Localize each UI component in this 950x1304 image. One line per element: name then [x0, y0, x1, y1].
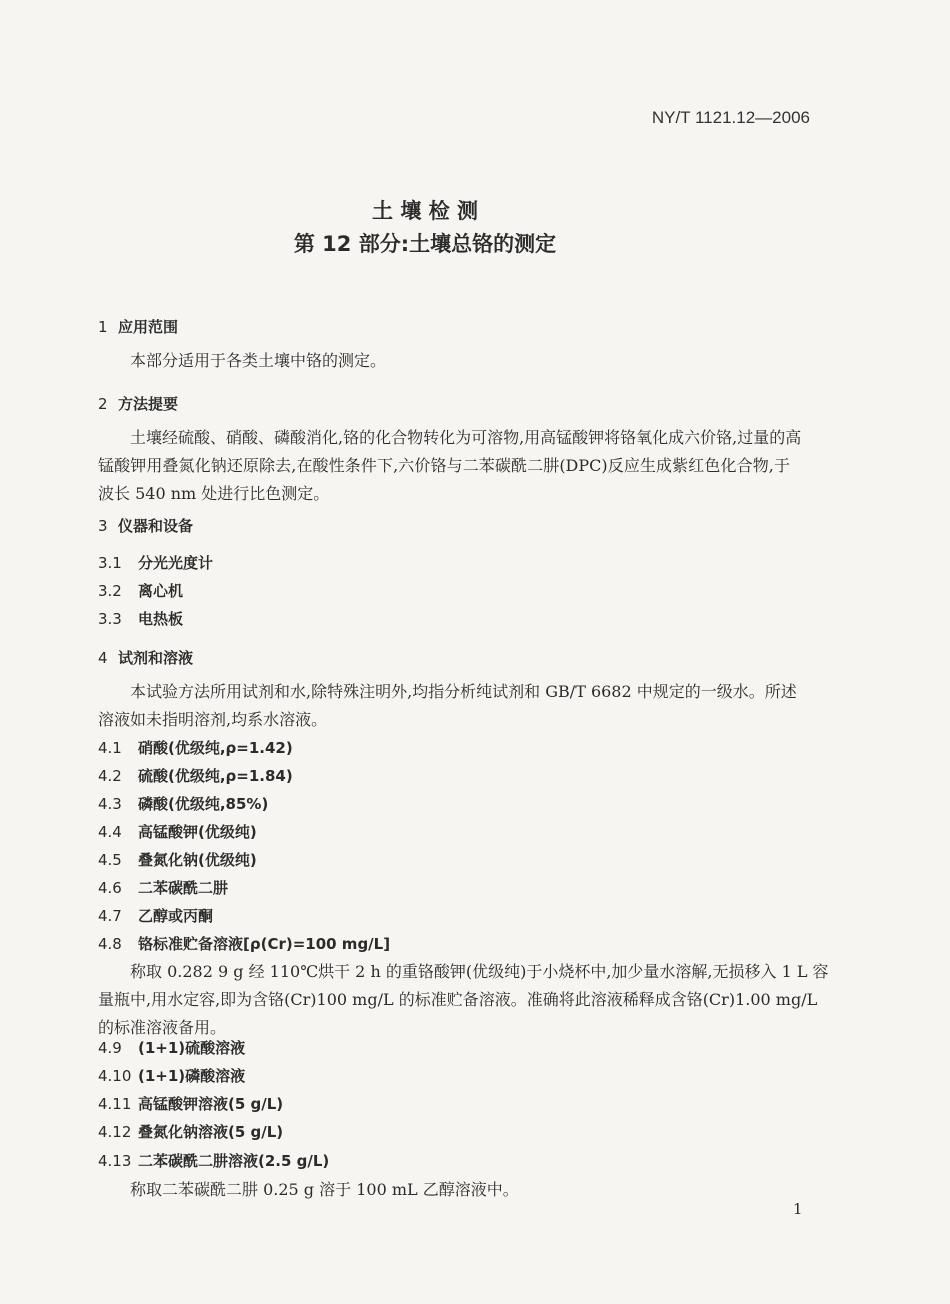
- item-label: 二苯碳酰二肼: [138, 879, 229, 897]
- item-label: 二苯碳酰二肼溶液(2.5 g/L): [138, 1152, 330, 1170]
- item-label: 磷酸(优级纯,85%): [138, 795, 269, 813]
- doc-title: 土 壤 检 测: [372, 199, 478, 223]
- item-number: 3.2: [98, 582, 122, 600]
- section-number: 2: [98, 395, 108, 413]
- paragraph-line: 称取 0.282 9 g 经 110℃烘干 2 h 的重铬酸钾(优级纯)于小烧杯中,加少量水溶解,无损移入 1 L 容: [130, 962, 829, 981]
- section-1-heading: [98, 317, 790, 337]
- item-4-1: [98, 738, 790, 758]
- item-label: 电热板: [138, 610, 184, 628]
- item-number: 4.1: [98, 739, 122, 757]
- section-number: 1: [98, 318, 108, 336]
- section-title: 仪器和设备: [118, 517, 194, 535]
- item-4-6: [98, 878, 790, 898]
- item-number: 4.12: [98, 1123, 132, 1141]
- item-label: 高锰酸钾溶液(5 g/L): [138, 1095, 284, 1113]
- item-label: 分光光度计: [138, 554, 214, 572]
- item-number: 4.7: [98, 907, 122, 925]
- item-4-12: [98, 1122, 790, 1142]
- item-number: 3.3: [98, 610, 122, 628]
- section-1-text: 本部分适用于各类土壤中铬的测定。: [130, 351, 387, 370]
- item-4-5: [98, 850, 790, 870]
- item-label: 硫酸(优级纯,ρ=1.84): [138, 767, 293, 785]
- item-label: 铬标准贮备溶液[ρ(Cr)=100 mg/L]: [138, 935, 391, 953]
- paragraph-line: 土壤经硫酸、硝酸、磷酸消化,铬的化合物转化为可溶物,用高锰酸钾将铬氧化成六价铬,过量的高: [130, 428, 802, 447]
- item-3-1: [98, 553, 790, 573]
- item-number: 4.5: [98, 851, 122, 869]
- item-number: 4.9: [98, 1039, 122, 1057]
- item-number: 4.11: [98, 1095, 132, 1113]
- section-title: 方法提要: [118, 395, 179, 413]
- item-4-11: [98, 1094, 790, 1114]
- item-number: 4.2: [98, 767, 122, 785]
- item-label: 高锰酸钾(优级纯): [138, 823, 257, 841]
- page-number: 1: [793, 1200, 803, 1218]
- standard-code: NY/T 1121.12—2006: [651, 108, 810, 127]
- item-4-2: [98, 766, 790, 786]
- item-number: 4.6: [98, 879, 122, 897]
- paragraph-line: 称取二苯碳酰二肼 0.25 g 溶于 100 mL 乙醇溶液中。: [130, 1180, 519, 1199]
- item-3-2: [98, 581, 790, 601]
- item-4-13: [98, 1151, 790, 1171]
- item-number: 3.1: [98, 554, 122, 572]
- item-4-4: [98, 822, 790, 842]
- section-number: 3: [98, 517, 108, 535]
- item-number: 4.13: [98, 1152, 132, 1170]
- section-2-heading: [98, 394, 790, 414]
- section-title: 试剂和溶液: [118, 649, 194, 667]
- paragraph-line: 的标准溶液备用。: [98, 1018, 227, 1037]
- item-label: (1+1)磷酸溶液: [138, 1067, 246, 1085]
- item-4-9: [98, 1038, 790, 1058]
- item-label: (1+1)硫酸溶液: [138, 1039, 246, 1057]
- section-3-heading: [98, 516, 790, 536]
- item-4-10: [98, 1066, 790, 1086]
- section-4-heading: [98, 648, 790, 668]
- item-number: 4.10: [98, 1067, 132, 1085]
- paragraph-line: 锰酸钾用叠氮化钠还原除去,在酸性条件下,六价铬与二苯碳酰二肼(DPC)反应生成紫红色化合物,于: [98, 456, 790, 475]
- item-4-7: [98, 906, 790, 926]
- item-number: 4.3: [98, 795, 122, 813]
- item-label: 硝酸(优级纯,ρ=1.42): [138, 739, 293, 757]
- item-number: 4.4: [98, 823, 122, 841]
- item-4-8: [98, 934, 790, 954]
- paragraph-line: 波长 540 nm 处进行比色测定。: [98, 484, 330, 503]
- item-label: 离心机: [138, 582, 184, 600]
- item-number: 4.8: [98, 935, 122, 953]
- item-label: 叠氮化钠(优级纯): [138, 851, 257, 869]
- section-number: 4: [98, 649, 108, 667]
- item-label: 乙醇或丙酮: [138, 907, 214, 925]
- item-label: 叠氮化钠溶液(5 g/L): [138, 1123, 284, 1141]
- doc-subtitle: 第 12 部分:土壤总铬的测定: [293, 232, 557, 256]
- item-3-3: [98, 609, 790, 629]
- item-4-3: [98, 794, 790, 814]
- paragraph-line: 本试验方法所用试剂和水,除特殊注明外,均指分析纯试剂和 GB/T 6682 中规定的一级水。所述: [130, 682, 797, 701]
- section-title: 应用范围: [118, 318, 179, 336]
- paragraph-line: 量瓶中,用水定容,即为含铬(Cr)100 mg/L 的标准贮备溶液。准确将此溶液稀释成含铬(Cr)1.00 mg/L: [98, 990, 818, 1009]
- paragraph-line: 溶液如未指明溶剂,均系水溶液。: [98, 710, 328, 729]
